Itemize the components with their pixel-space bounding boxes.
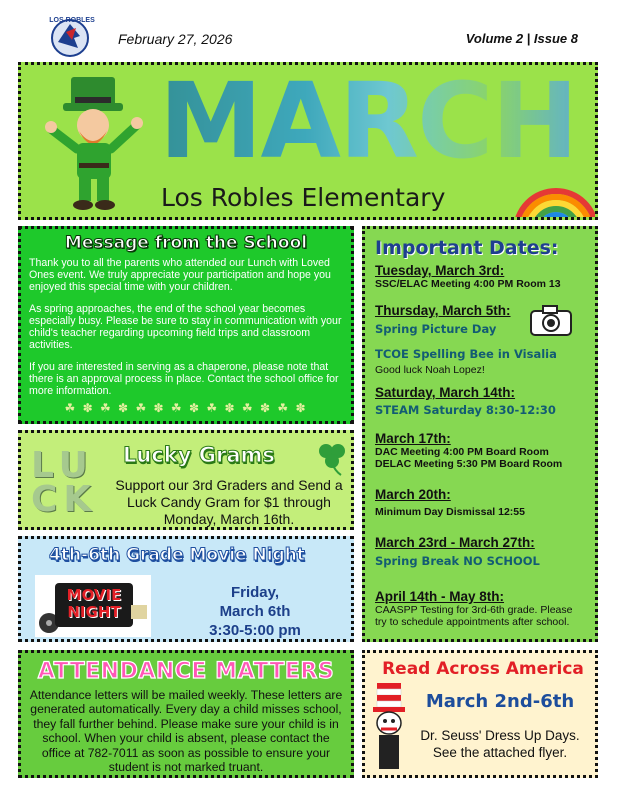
date-item — [375, 431, 562, 470]
attendance-section — [18, 650, 354, 778]
date-item-detail: Spring Break NO SCHOOL — [375, 554, 540, 568]
date-item — [375, 535, 540, 568]
movie-logo-line-1: MOVIE — [66, 586, 122, 604]
march-banner — [18, 62, 598, 220]
movie-night-day: Friday, — [230, 584, 280, 601]
movie-night-time: 3:30-5:00 pm — [209, 622, 301, 639]
lucky-grams-title: Lucky Grams — [123, 443, 275, 467]
date-item-heading: Saturday, March 14th: — [375, 385, 516, 400]
lucky-grams-text: Support our 3rd Graders and Send a Luck Candy Gram for $1 through Monday, March 16th. — [115, 477, 343, 527]
lucky-grams-section — [18, 430, 354, 530]
date-item-heading: TCOE Spelling Bee in Visalia — [375, 347, 557, 361]
date-item-heading: April 14th - May 8th: — [375, 589, 505, 604]
leprechaun-hat-icon — [549, 215, 598, 220]
movie-night-logo — [35, 575, 151, 637]
date-item-heading: March 17th: — [375, 431, 451, 446]
read-across-america-section — [362, 650, 598, 778]
message-paragraph-1: Thank you to all the parents who attended our Lunch with Loved Ones event. We truly appreciate your participation and hope you enjoyed this special time with your children. — [29, 257, 331, 293]
movie-logo-line-2: NIGHT — [67, 603, 121, 621]
logo-text: LOS ROBLES — [49, 17, 95, 24]
read-across-dates: March 2nd-6th — [425, 691, 575, 712]
message-title: Message from the School — [64, 233, 308, 253]
movie-night-details — [187, 583, 323, 640]
message-paragraph-2: As spring approaches, the end of the school year becomes especially busy. Please be sure to stay in communication with your child's teacher regarding upcoming field trips and classroom activities. — [29, 303, 342, 351]
important-dates-title: Important Dates: — [375, 237, 559, 259]
date-item-detail-2: DELAC Meeting 5:30 PM Board Room — [375, 458, 563, 470]
attendance-text: Attendance letters will be mailed weekly. These letters are generated automatically. Every day a child misses school, they fall further behind. Please make sure your child is in school. When your child is absent, please contact the office at 782-7011 as soon as possible to ensure your student is not marked truant. — [29, 688, 343, 775]
date-item-detail: CAASPP Testing for 3rd-6th grade. Please try to schedule appointments after school. — [375, 604, 573, 628]
date-item-heading: March 20th: — [375, 487, 451, 502]
date-item-detail: Good luck Noah Lopez! — [375, 364, 485, 376]
camera-icon — [529, 303, 573, 337]
leprechaun-illustration — [41, 73, 151, 218]
date-item — [375, 589, 585, 628]
cat-in-the-hat-illustration — [371, 683, 407, 773]
movie-night-title: 4th-6th Grade Movie Night — [49, 545, 305, 565]
important-dates-section — [362, 226, 598, 642]
banner-title: MARCH — [159, 62, 577, 182]
shamrock-icon — [315, 439, 349, 477]
date-item — [375, 303, 511, 336]
date-item-detail: Minimum Day Dismissal 12:55 — [375, 506, 525, 518]
movie-night-section — [18, 536, 354, 642]
luck-letters-text: LU CK — [31, 445, 98, 520]
date-item-detail: Spring Picture Day — [375, 322, 497, 336]
date-item-detail: DAC Meeting 4:00 PM Board Room — [375, 446, 549, 458]
date-item-detail: STEAM Saturday 8:30-12:30 — [375, 403, 556, 417]
date-item — [375, 487, 525, 518]
issue-date: February 27, 2026 — [118, 31, 233, 47]
date-item-heading: Tuesday, March 3rd: — [375, 263, 505, 278]
luck-letters — [31, 445, 105, 520]
date-item — [375, 347, 557, 376]
date-item-heading: Thursday, March 5th: — [375, 303, 511, 318]
message-section — [18, 226, 354, 424]
attendance-title: ATTENDANCE MATTERS — [37, 659, 335, 684]
movie-night-date: March 6th — [219, 603, 291, 620]
date-item — [375, 385, 556, 417]
clover-divider: ☘ ✽ ☘ ✽ ☘ ✽ ☘ ✽ ☘ ✽ ☘ ✽ ☘ ✽ — [64, 401, 308, 415]
school-logo — [40, 14, 104, 58]
message-paragraph-3: If you are interested in serving as a chaperone, please note that there is an approval process in place. Contact the school office for more information. — [29, 361, 339, 397]
date-item — [375, 263, 561, 290]
volume-issue: Volume 2 | Issue 8 — [465, 31, 578, 46]
rainbow-icon — [511, 161, 598, 220]
read-across-title: Read Across America — [382, 659, 584, 679]
date-item-heading: March 23rd - March 27th: — [375, 535, 535, 550]
date-item-detail: SSC/ELAC Meeting 4:00 PM Room 13 — [375, 278, 561, 290]
banner-subtitle: Los Robles Elementary — [161, 183, 446, 212]
read-across-text: Dr. Seuss' Dress Up Days. See the attached flyer. — [420, 728, 580, 760]
